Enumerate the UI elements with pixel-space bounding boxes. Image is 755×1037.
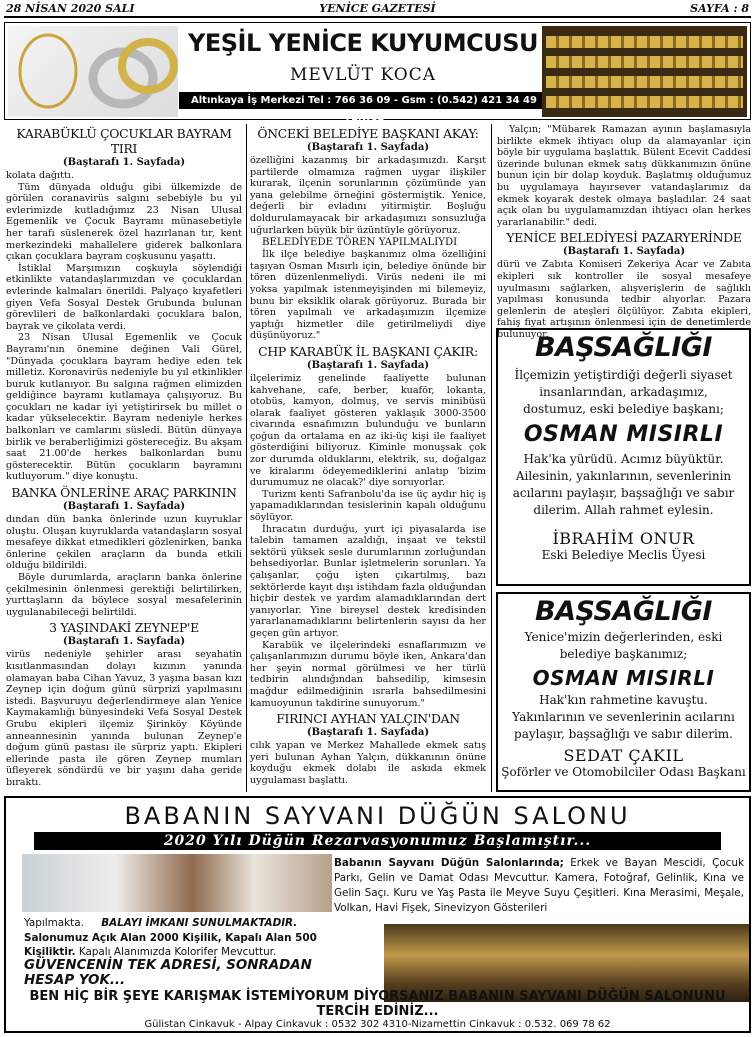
article-title: ÖNCEKİ BELEDİYE BAŞKANI AKAY:	[257, 126, 479, 141]
condolence-text: Hak'ka yürüdü. Acımız büyüktür. Ailesinin, yakınlarının, sevenlerinin acılarını paylaşır, başsağlığı ve sabır dilerim. Allah rahmet eylesin.	[512, 452, 735, 517]
services-text: Erkek ve Bayan Mescidi, Çocuk Parkı, Gelin ve Damat Odası Mevcuttur. Kamera, Fotoğraf, Gelinlik, Kına ve Gelin Saçı. Kuru ve Yaş Pasta ile Meyve Suyu Çeşitleri. Kına Merasimi, Meşale, Volkan, Havi Fişek, Sinevizyon Gösterileri	[334, 857, 744, 914]
article-subheading: BELEDİYEDE TÖREN YAPILMALIYDI	[262, 237, 458, 249]
jewelry-photo	[8, 26, 178, 117]
column-1	[6, 124, 242, 792]
condolence-text: Hak'kın rahmetine kavuştu. Yakınlarının ve sevenlerinin acılarını paylaşır, başsağlığı ve sabır dilerim.	[512, 693, 735, 741]
wedding-hall-subtitle: 2020 Yılı Düğün Rezarvasyonumuz Başlamıştır...	[34, 832, 721, 850]
article-paragraph: İlk ilçe belediye başkanımız olma özelliğini taşıyan Osman Mısırlı için, belediye önünde bir tören düzenlenmeliydi. Virüs nedeni ile mi yoksa yapılmak istenmeyişinden mi bilemeyiz, bunu bir eksiklik olarak görüyoruz. Burada bir tören yapılmalı ve arkadaşımızın ilçemize yaptığı hizmetler dile getirilmeliydi diye düşünüyoruz."	[250, 249, 486, 342]
capacity-line: Salonumuz Açık Alan 2000 Kişilik, Kapalı Alan 500	[24, 932, 317, 944]
wedding-hall-tagline: BEN HİÇ BİR ŞEYE KARIŞMAK İSTEMİYORUM DİYORSANIZ BABANIN SAYVANI DÜĞÜN SALONUNU TERCİH EDİNİZ...	[29, 989, 726, 1019]
wedding-hall-contacts: Gülistan Cinkavuk - Alpay Cinkavuk : 0532 302 4310-Nizamettin Cinkavuk : 0.532. 069 78 62	[144, 1019, 611, 1030]
condolence-notice-2	[496, 592, 751, 792]
gold-shelf	[546, 36, 743, 48]
article-title: BANKA ÖNLERİNE ARAÇ PARKININ	[11, 485, 237, 501]
wedding-hall-ad	[4, 796, 751, 1033]
article-source: (Baştarafı 1. Sayfada)	[306, 142, 430, 153]
column-divider	[491, 124, 492, 792]
wedding-line-text: Yapılmakta.	[24, 917, 84, 929]
article-source: (Baştarafı 1. Sayfada)	[306, 727, 430, 739]
capacity-end: Kişiliktir.	[24, 946, 76, 958]
article-paragraph: özelliğini kazanmış bir arkadaşımızdı. Karşıt partilerde olmamıza rağmen uygar ilişkiler kurarak, ilçenin sorunlarının çözümünde yan yana gelebilme örneğini göstermiştik. Yenice, değerli bir evladını yitirmiştir. Boşluğu doldurulamayacak bir arkadaşımızı sonsuzluğa uğurlarken büyük bir üzüntüyle görüyoruz.	[250, 155, 486, 236]
article-source: (Baştarafı 1. Sayfada)	[62, 636, 186, 648]
article-paragraph: cılık yapan ve Merkez Mahallede ekmek satış yeri bulunan Ayhan Yalçın, dükkanının önüne koyduğu ekmek dolabı ile askıda ekmek uygulaması başlattı.	[250, 740, 486, 786]
article-title: FIRINCI AYHAN YALÇIN'DAN	[276, 711, 460, 727]
rings-icon	[8, 26, 178, 117]
gold-shelf	[546, 76, 743, 88]
article-paragraph: ilçelerimiz genelinde faaliyette bulunan kahvehane, cafe, berber, kuaför, lokanta, otobüs, kamyon, dolmuş, ve servis minibüsü olarak faaliyet gösteren yaklaşık 3000-3500 civarında esnafımızın bulunduğu ve bunların çoğun da ortalama en az iki-üç kişi ile faaliyet gösterdiğini biliyoruz. Kiminle monuşsak çok zor durumda olduklarını, elektrik, su, doğalgaz ve kiralarını ödeyemediklerini anlatıp 'bizim durumumuz ne olacak?' diye soruyorlar.	[250, 372, 486, 489]
jeweller-ad	[4, 22, 751, 123]
article-paragraph: kolata dağıttı.	[6, 170, 74, 181]
issue-date: 28 NİSAN 2020 SALI	[6, 2, 135, 15]
newspaper-name: YENİCE GAZETESİ	[319, 2, 436, 15]
services-lead: Babanın Sayvanı Düğün Salonlarında;	[334, 857, 564, 869]
article-paragraph: Karabük ve ilçelerindeki esnaflarımızın ve çalışanlarımızın durumu böyle iken, Ankara'dan her şeyin normal görülmesi ve her türlü tedbirin alındığından bahsedilip, kimsesin mağdur edilmediğinin ısrarla bahsedilmesini kamuoyunun takdirine sunuyorum."	[250, 639, 486, 709]
signer-role: Şoförler ve Otomobilciler Odası Başkanı	[501, 765, 746, 779]
article-source: (Baştarafı 1. Sayfada)	[62, 501, 186, 513]
wedding-couple-photo	[22, 854, 332, 912]
article-paragraph: dürü ve Zabıta Komiseri Zekeriya Acar ve Zabıta ekipleri sık kontroller ile sosyal mesafeye uyulmasını sağlarken, alışverişlerin de sağlıklı yapılması konusunda tedbir alıyorlar. Pazara gelenlerin de ateşleri ölçülüyor. Zabıta ekipleri, fahiş fiyat artışının önlenmesi için de denetimlerde bulunuyor.	[497, 259, 751, 340]
article-title: YENİCE BELEDİYESİ PAZARYERİNDE	[506, 230, 742, 246]
article-paragraph: İhracatın durduğu, yurt içi piyasalarda ise talebin tamamen azaldığı, inşaat ve tekstil sektörü yüksek sesle durumlarının zorluğundan behsediyorlar. Bunlar işletmelerin sorunları. Ya çalışanlar, çoğu işten çıkartılmış, bazı sektörlerde kayıt dışı istihdam fazla olduğundan hiçbir destek ve yardım alamadıklarından dert yanıyorlar. Yine bireysel destek kredisinden yararlanamadıklarını belirtenlerin sayısı da her geçen gün artıyor.	[250, 523, 486, 639]
jeweller-owner: MEVLÜT KOCA	[290, 65, 436, 85]
signer-role: Eski Belediye Meclis Üyesi	[541, 548, 706, 562]
condolence-title: BAŞSAĞLIĞI	[535, 596, 712, 627]
deceased-name: OSMAN MISIRLI	[523, 422, 724, 447]
article-paragraph: virüs nedeniyle şehirler arası seyahatin kısıtlanmasından dolayı kızının yanında olamayan baba Cihan Yavuz, 3 yaşına basan kızı Zeynep için doğum günü sürprizi yapılmasını istedi. Başvuruyu değerlendirmeye alan Yenice Kaymakamlığı bünyesindeki Vefa Sosyal Destek Grubu ekipleri ilçemiz Şirinköy Köyünde anneannesinin yanında bulunan Zeynep'e doğum günü pastası ile sürpriz yaptı. Ekipleri ellerinde pasta ile gören Zeynep mumları üfleyerek söndürdü ve bir yaşını daha geride bıraktı.	[6, 649, 242, 788]
condolence-text: Yenice'mizin değerlerinden, eski belediye başkanımız;	[524, 630, 723, 661]
article-source: (Baştarafı 1. Sayfada)	[562, 246, 686, 258]
gold-shelf	[546, 96, 743, 108]
article-paragraph: Böyle durumlarda, araçların banka önlerine çekilmesinin önlenmesi gerektiği belirtilirken, yurttaşların da böylece sosyal mesafelerinin uygulanabileceği belirtildi.	[6, 572, 242, 618]
wedding-hall-services	[334, 856, 744, 916]
wedding-hall-title: BABANIN SAYVANI DÜĞÜN SALONU	[124, 802, 631, 830]
article-source: (Baştarafı 1. Sayfada)	[62, 157, 186, 168]
article-paragraph: 23 Nisan Ulusal Egemenlik ve Çocuk Bayramı'nın önemine değinen Vali Gürel, "Dünyada çocuklara bayram hediye eden tek milletiz. Koronavirüs nedeniyle bu yıl etkinlikler buruk kutlanıyor. Bu salgına rağmen elimizden geldiğince bayramı kutlamaya çalışıyoruz. Bu çocukları ne kadar iyi yetiştirirsek bu millet o kadar yükselecektir. Bayram nedeniyle herkes balkonları ve camlarını süsledi. Bütün dünyaya birlik ve beraberliğimizi göstereceğiz. Bu akşam saat 21.00'de herkes balkonlardan bunu gösterecektir. Bütün çocukların bayramını kutluyorum." diye konuştu.	[6, 332, 242, 483]
page-header	[0, 0, 755, 20]
jeweller-address: Altınkaya İş Merkezi Tel : 766 36 09 - Gsm : (0.542) 421 34 49 YENİCE	[179, 92, 549, 109]
column-3	[497, 124, 751, 341]
slogan: GÜVENCENİN TEK ADRESİ, SONRADAN HESAP YOK...	[24, 958, 312, 988]
signer-name: SEDAT ÇAKIL	[563, 746, 684, 765]
deceased-name: OSMAN MISIRLI	[532, 666, 715, 690]
article-source: (Baştarafı 1. Sayfada)	[306, 359, 430, 371]
gold-shelf	[546, 56, 743, 68]
header-rule	[4, 16, 751, 18]
column-divider	[246, 124, 247, 792]
condolence-text: İlçemizin yetiştirdiği değerli siyaset insanlarından, arkadaşımız, dostumuz, eski belediye başkanı;	[514, 368, 733, 416]
signer-name: İBRAHİM ONUR	[552, 529, 695, 548]
wedding-line	[24, 946, 276, 958]
article-paragraph: dından dün banka önlerinde uzun kuyruklar oluştu. Oluşan kuyruklarda vatandaşların sosyal mesafeye dikkat etmedikleri gözlenirken, banka önlerine çekilen araçların da bunda etkili olduğu bildirildi.	[6, 514, 242, 572]
page-number: SAYFA : 8	[690, 2, 749, 15]
article-title: 3 YAŞINDAKİ ZEYNEP'E	[49, 620, 199, 636]
column-2	[250, 124, 486, 792]
condolence-notice-1	[496, 328, 751, 586]
wedding-line	[24, 917, 297, 929]
condolence-title: BAŞSAĞLIĞI	[535, 332, 712, 363]
gold-display-photo	[542, 26, 747, 117]
article-paragraph: Tüm dünyada olduğu gibi ülkemizde de görülen coranavirüs salgını sebebiyle bu yıl evlerimizde kutladığımız 23 Nisan Ulusal Egemenlik ve Çocuk Bayramı münasebetiyle her tarafı süslenerek özel hazırlanan tır, kent merkezindeki mahallelere giderek balkonlara çıkan çocuklara bayram coşkusunu yaşattı.	[6, 181, 242, 263]
article-title: KARABÜKLÜ ÇOCUKLAR BAYRAM TIRI	[16, 126, 232, 156]
jeweller-title: YEŞİL YENİCE KUYUMCUSU	[187, 29, 539, 57]
article-paragraph: Yalçın; "Mübarek Ramazan ayının başlamasıyla birlikte ekmek ihtiyacı olup da alamayanlar için böyle bir uygulama başlattık. Bülent Ecevit Caddesi üzerinde bulunan ekmek satış dükkanımızın önüne bunun için bir dolap koyduk. Başlatmış olduğumuz bu uygulamaya hayırsever vatandaşlarımız da ekmek koyarak destek olmaya başladılar. 24 saat açık olan bu uygulamamızdan ihtiyacı olan herkes yararlanabilir." dedi.	[497, 124, 751, 228]
article-paragraph: İstiklal Marşımızın coşkuyla söylendiği etkinlikte vatandaşlarımızdan ve çocuklardan evlerinde kalmaları önerildi. Palyaço kıyafetleri giyen Vefa Sosyal Destek Grubunda bulunan görevlileri de balkonlardaki çocuklara balon, bayrak ve çikolata verdi.	[6, 262, 242, 332]
heating-note: Kapalı Alanımızda Kolorifer Mevcuttur.	[78, 946, 277, 958]
article-title: CHP KARABÜK İL BAŞKANI ÇAKIR:	[258, 343, 478, 359]
article-paragraph: Turizm kenti Safranbolu'da ise üç aydır hiç iş yapamadıklarından tesislerinin kapalı olduğunu söylüyor.	[250, 488, 486, 524]
honeymoon-offer: BALAYI İMKANI SUNULMAKTADIR.	[101, 917, 298, 929]
